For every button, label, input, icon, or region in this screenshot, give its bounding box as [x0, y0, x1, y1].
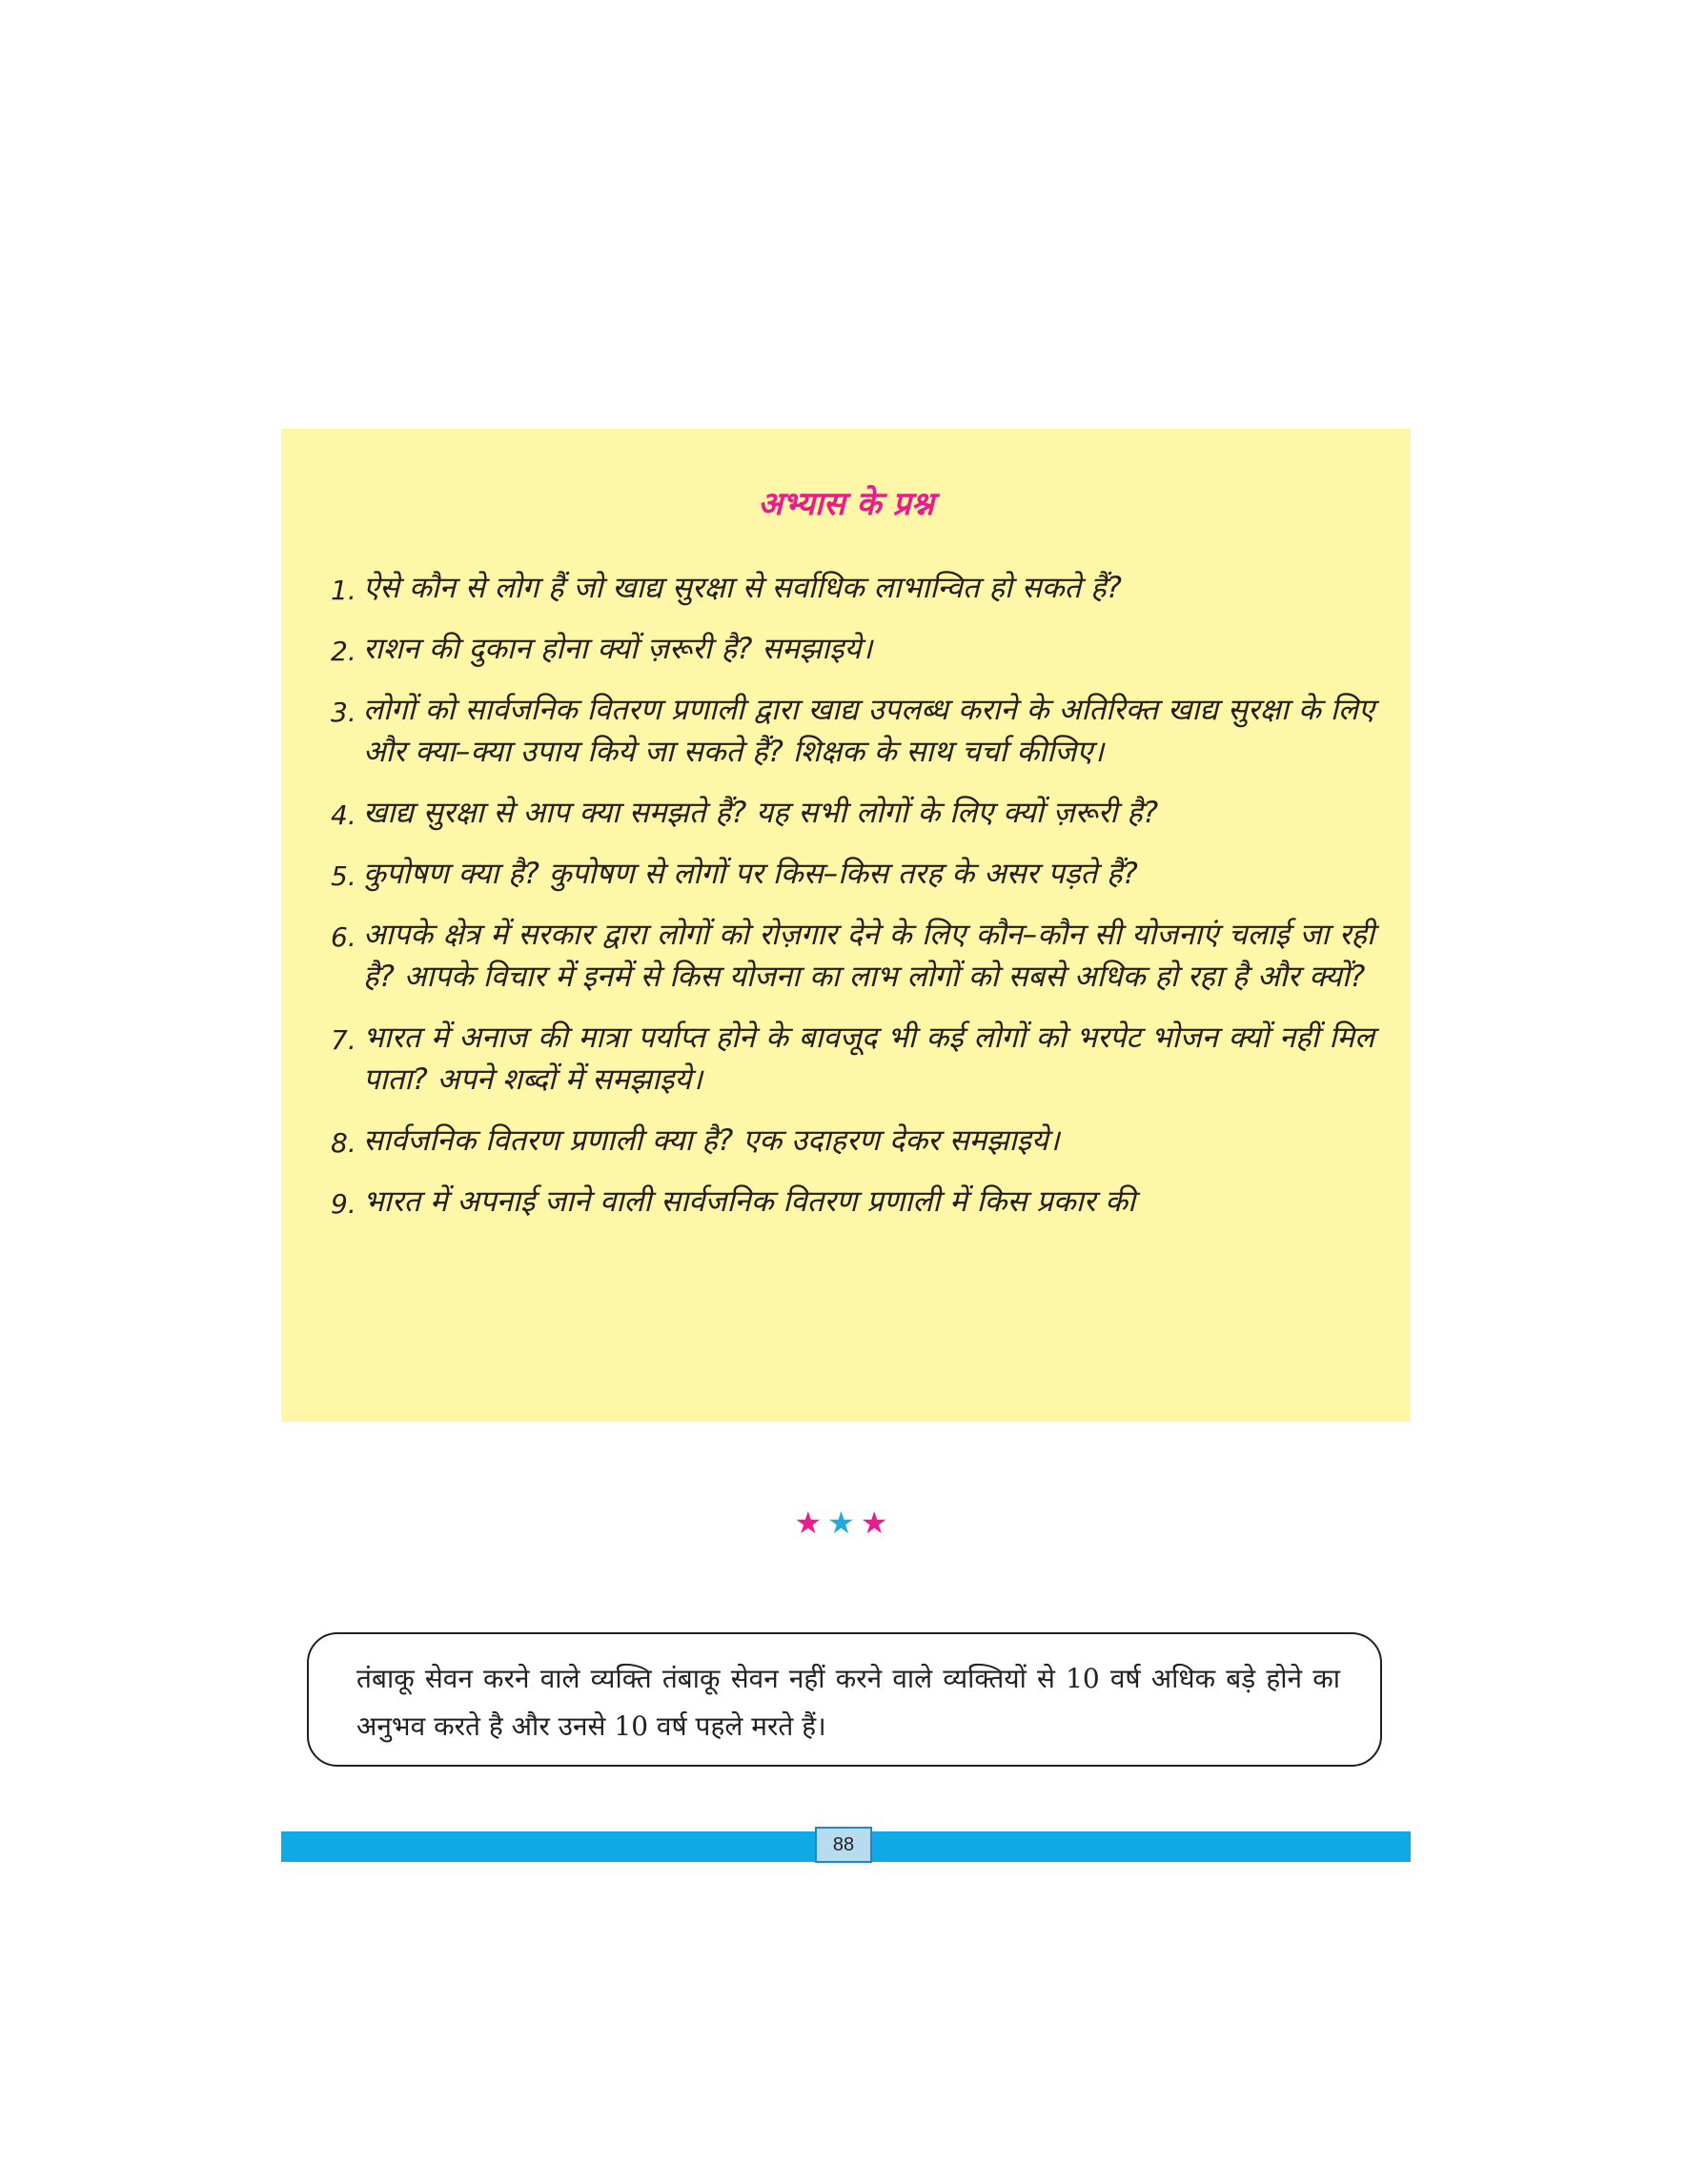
question-item	[331, 1181, 1374, 1223]
exercise-title: अभ्यास के प्रश्न	[758, 485, 934, 523]
tobacco-note-box: तंबाकू सेवन करने वाले व्यक्ति तंबाकू सेवन नहीं करने वाले व्यक्तियों से 10 वर्ष अधिक बड़े होने का अनुभव करते है और उनसे 10 वर्ष पहले मरते हैं।	[307, 1632, 1382, 1767]
question-text: आपके क्षेत्र में सरकार द्वारा लोगों को रोज़गार देने के लिए कौन–कौन सी योजनाएं चलाई जा रही है? आपके विचार में इनमें से किस योजना का लाभ लोगों को सबसे अधिक हो रहा है और क्यों?	[363, 918, 1374, 994]
question-text: ऐसे कौन से लोग हैं जो खाद्य सुरक्षा से सर्वाधिक लाभान्वित हो सकते हैं?	[363, 571, 1122, 605]
question-item	[331, 914, 1374, 998]
question-text: लोगों को सार्वजनिक वितरण प्रणाली द्वारा खाद्य उपलब्ध कराने के अतिरिक्त खाद्य सुरक्षा के लिए और क्या–क्या उपाय किये जा सकते हैं? शिक्षक के साथ चर्चा कीजिए।	[363, 693, 1374, 769]
question-text: सार्वजनिक वितरण प्रणाली क्या है? एक उदाहरण देकर समझाइये।	[363, 1123, 1060, 1158]
question-item	[331, 792, 1374, 834]
question-number: 4.	[331, 799, 356, 831]
question-text: भारत में अपनाई जाने वाली सार्वजनिक वितरण प्रणाली में किस प्रकार की	[363, 1184, 1136, 1219]
question-number: 6.	[331, 921, 356, 953]
star-icon: ★	[794, 1505, 828, 1541]
question-number: 3.	[331, 697, 356, 728]
question-text: कुपोषण क्या है? कुपोषण से लोगों पर किस–किस तरह के असर पड़ते हैं?	[363, 857, 1138, 891]
question-text: भारत में अनाज की मात्रा पर्याप्त होने के बावजूद भी कई लोगों को भरपेट भोजन क्यों नहीं मिल पाता? अपने शब्दों में समझाइये।	[363, 1021, 1374, 1097]
question-number: 1.	[331, 575, 356, 606]
question-number: 9.	[331, 1188, 356, 1220]
star-icon: ★	[827, 1505, 861, 1541]
star-icon: ★	[860, 1505, 894, 1541]
question-item	[331, 1017, 1374, 1101]
page-number: 88	[815, 1827, 872, 1863]
question-item	[331, 1120, 1374, 1162]
question-item	[331, 628, 1374, 670]
exercise-box	[281, 429, 1411, 1422]
question-item	[331, 853, 1374, 895]
question-item	[331, 567, 1374, 609]
question-number: 7.	[331, 1024, 356, 1056]
question-text: राशन की दुकान होना क्यों ज़रूरी है? समझाइये।	[363, 632, 873, 666]
question-item	[331, 689, 1374, 773]
question-number: 5.	[331, 860, 356, 892]
question-number: 2.	[331, 636, 356, 667]
question-number: 8.	[331, 1127, 356, 1159]
section-divider-stars	[0, 1504, 1688, 1542]
question-list	[331, 567, 1374, 1242]
question-text: खाद्य सुरक्षा से आप क्या समझते हैं? यह सभी लोगों के लिए क्यों ज़रूरी है?	[363, 796, 1159, 830]
